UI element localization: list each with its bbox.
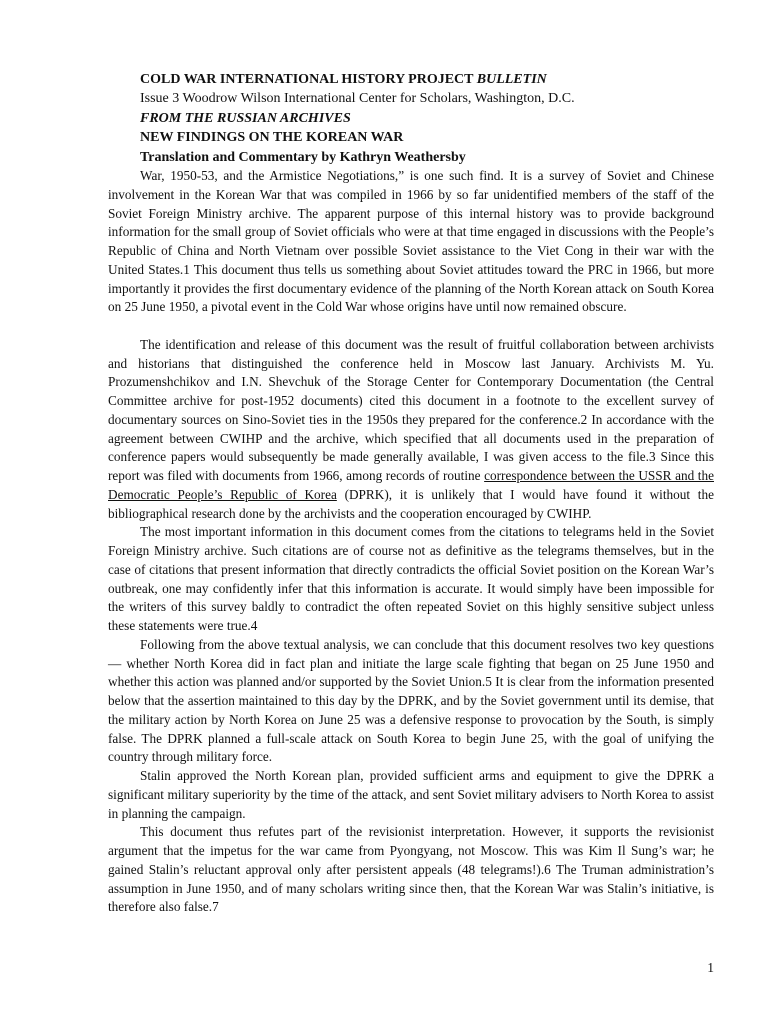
bulletin-word: BULLETIN (476, 72, 547, 87)
issue-line: Issue 3 Woodrow Wilson International Center for Scholars, Washington, D.C. (140, 91, 575, 107)
bulletin-title (140, 70, 714, 89)
paragraph-2-text-end: (DPRK), it is unlikely that I would have found it without the bibliographical research done by the archivists and the cooperation encouraged by CWIHP. (108, 486, 714, 521)
section-heading: FROM THE RUSSIAN ARCHIVES (140, 110, 351, 126)
paragraph-2-underlined-text: correspondence between the USSR and the Democratic People’s Republic of Korea (108, 468, 714, 502)
article-byline: Translation and Commentary by Kathryn Weathersby (140, 149, 466, 165)
project-name: COLD WAR INTERNATIONAL HISTORY PROJECT (140, 72, 477, 87)
document-header (140, 70, 714, 167)
paragraph-2 (108, 336, 714, 524)
page-number: 1 (707, 960, 714, 975)
paragraph-2-text-start: The identification and release of this document was the result of fruitful collaboration between archivists and historians that distinguished the conference held in Moscow last January. Archivists M. Yu. Prozumenshchikov and I.N. Shevchuk of the Storage Center for Contemporary Documentation (the Central Committee archive for post-1952 documents) cited this document in a footnote to the excellent survey of documentary sources on Sino-Soviet ties in the 1950s they prepared for the conference.2 In accordance with the agreement between CWIHP and the archive, which specified that all documents used in the preparation of conference papers would subsequently be made generally available, I was given access to the file.3 Since this report was filed with documents from 1966, among records of routine (108, 336, 714, 484)
paragraph-6: This document thus refutes part of the revisionist interpretation. However, it supports the revisionist argument that the impetus for the war came from Pyongyang, not Moscow. This was Kim Il Sung’s war; he gained Stalin’s reluctant approval only after persistent appeals (48 telegrams!).6 The Truman administration’s assumption in June 1950, and of many scholars writing since then, that the Korean War was Stalin’s initiative, is therefore also false.7 (108, 824, 714, 915)
paragraph-4: Following from the above textual analysis, we can conclude that this document resolves two key questions — whether North Korea did in fact plan and initiate the large scale fighting that began on 25 June 1950 and whether this action was planned and/or supported by the Soviet Union.5 It is clear from the information presented below that the assertion maintained to this day by the DPRK, and by the Soviet government until its demise, that the military action by North Korea on June 25 was a defensive response to provocation by the South, is simply false. The DPRK planned a full-scale attack on South Korea to begin June 25, with the goal of unifying the country through military force. (108, 636, 714, 765)
paragraph-1: War, 1950-53, and the Armistice Negotiations,” is one such find. It is a survey of Soviet and Chinese involvement in the Korean War that was compiled in 1966 by so far unidentified members of the staff of the Soviet Foreign Ministry archive. The apparent purpose of this internal history was to provide background information for the small group of Soviet officials who were at that time engaged in discussions with the People’s Republic of China and North Vietnam over possible Soviet assistance to the Viet Cong in their war with the United States.1 This document thus tells us something about Soviet attitudes toward the PRC in 1966, but more importantly it provides the first documentary evidence of the planning of the North Korean attack on South Korea on 25 June 1950, a pivotal event in the Cold War whose origins have until now remained obscure. (108, 168, 714, 315)
article-body (108, 167, 714, 917)
paragraph-3: The most important information in this document comes from the citations to telegrams held in the Soviet Foreign Ministry archive. Such citations are of course not as definitive as the telegrams themselves, but in the case of citations that present information that directly contradicts the official Soviet position on the Korean War’s outbreak, one may confidently infer that this information is accurate. It would simply have been impossible for the writers of this survey baldly to contradict the often repeated Soviet on this highly sensitive subject unless these statements were true.4 (108, 524, 714, 634)
paragraph-5: Stalin approved the North Korean plan, provided sufficient arms and equipment to give the DPRK a significant military superiority by the time of the attack, and sent Soviet military advisers to North Korea to assist in planning the campaign. (108, 768, 714, 821)
article-title: NEW FINDINGS ON THE KOREAN WAR (140, 130, 404, 146)
